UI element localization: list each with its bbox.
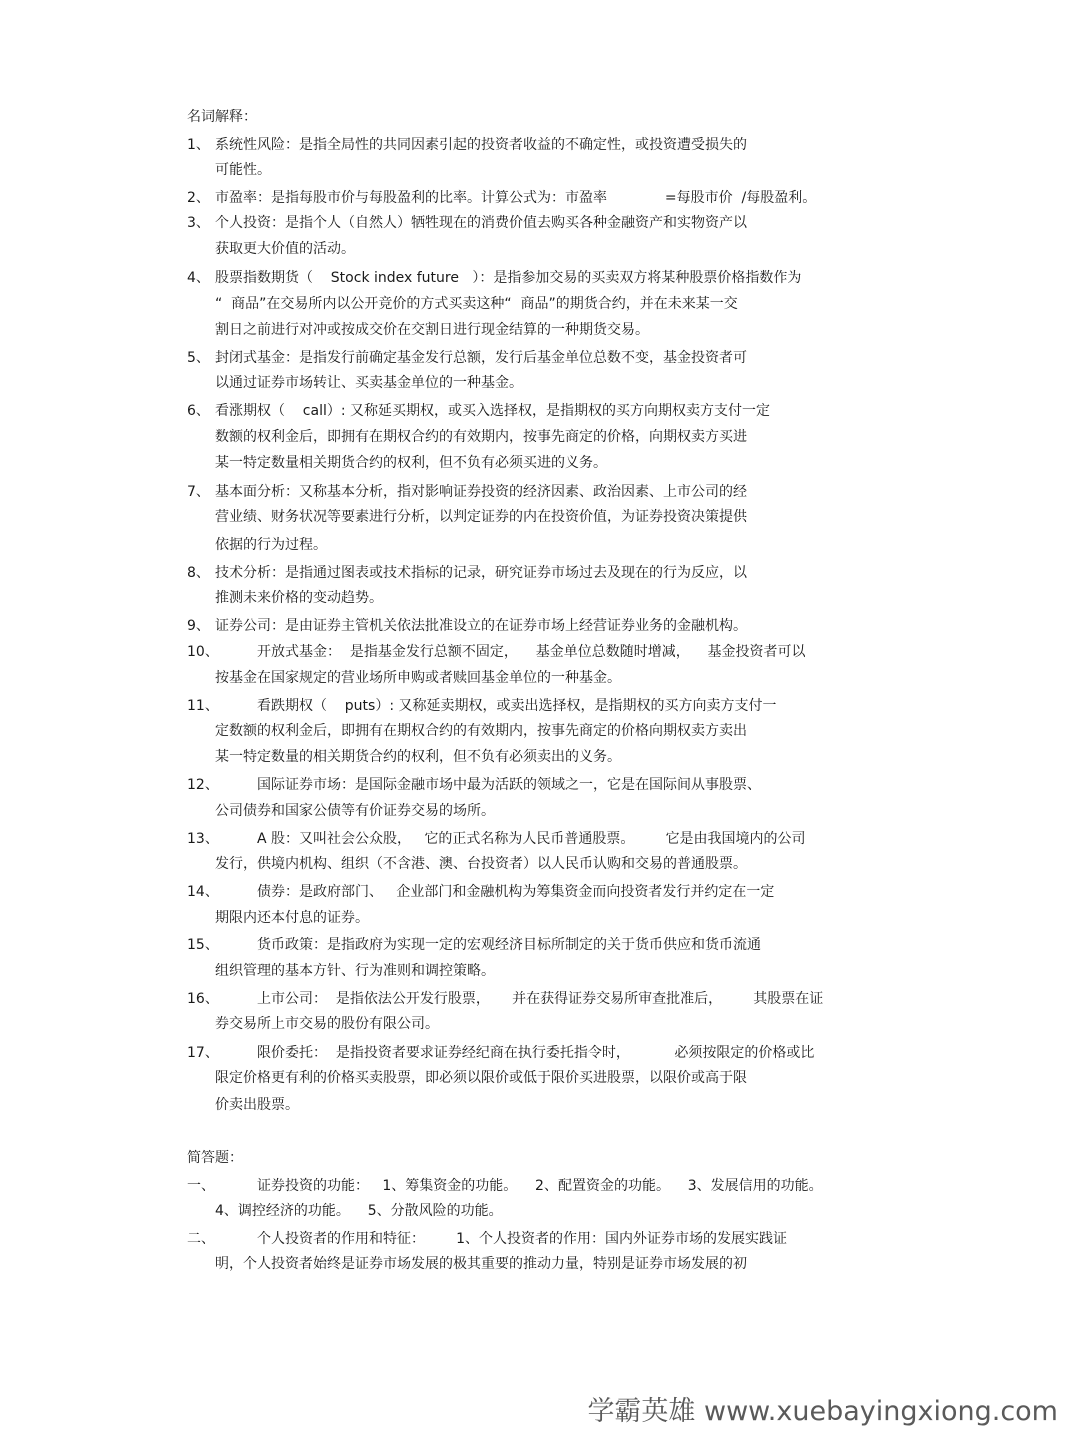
term-number: 16、 [187, 991, 219, 1007]
term-number: 9、 [187, 618, 210, 634]
answer-line: 证券投资的功能： 1、筹集资金的功能。 2、配置资金的功能。 3、发展信用的功能。 [257, 1178, 823, 1194]
term-line: 基本面分析：又称基本分析，指对影响证券投资的经济因素、政治因素、上市公司的经 [215, 484, 747, 500]
term-line: 开放式基金： 是指基金发行总额不固定， 基金单位总数随时增减， 基金投资者可以 [257, 644, 806, 660]
term-number: 2、 [187, 190, 210, 206]
term-line: 货币政策：是指政府为实现一定的宏观经济目标所制定的关于货币供应和货币流通 [257, 937, 761, 953]
answer-number: 二、 [187, 1231, 215, 1247]
term-number: 17、 [187, 1045, 219, 1061]
term-line: 封闭式基金：是指发行前确定基金发行总额，发行后基金单位总数不变，基金投资者可 [215, 350, 747, 366]
term-line: 上市公司： 是指依法公开发行股票， 并在获得证券交易所审查批准后， 其股票在证 [257, 991, 824, 1007]
term-line: 数额的权利金后，即拥有在期权合约的有效期内，按事先商定的价格，向期权卖方买进 [215, 429, 747, 445]
term-line: 获取更大价值的活动。 [215, 241, 355, 257]
term-number: 10、 [187, 644, 219, 660]
term-number: 3、 [187, 215, 210, 231]
site-watermark: 学霸英雄 www.xuebayingxiong.com [587, 1396, 1058, 1427]
term-line: 限定价格更有利的价格买卖股票，即必须以限价或低于限价买进股票，以限价或高于限 [215, 1070, 747, 1086]
term-line: 限价委托： 是指投资者要求证券经纪商在执行委托指令时， 必须按限定的价格或比 [257, 1045, 815, 1061]
term-line: 债券：是政府部门、 企业部门和金融机构为筹集资金而向投资者发行并约定在一定 [257, 884, 775, 900]
term-line: 个人投资：是指个人（自然人）牺牲现在的消费价值去购买各种金融资产和实物资产以 [215, 215, 747, 231]
term-line: 发行，供境内机构、组织（不含港、澳、台投资者）以人民币认购和交易的普通股票。 [215, 856, 747, 872]
term-number: 13、 [187, 831, 219, 847]
term-line: 依据的行为过程。 [215, 537, 327, 553]
term-line: 以通过证券市场转让、买卖基金单位的一种基金。 [215, 375, 523, 391]
term-line: A 股：又叫社会公众股， 它的正式名称为人民币普通股票。 它是由我国境内的公司 [257, 831, 806, 847]
term-line: 营业绩、财务状况等要素进行分析，以判定证券的内在投资价值，为证券投资决策提供 [215, 509, 747, 525]
term-line: 公司债券和国家公债等有价证券交易的场所。 [215, 803, 495, 819]
term-line: 看跌期权（ puts）: 又称延卖期权，或卖出选择权，是指期权的买方向卖方支付一 [257, 698, 777, 714]
term-line: “ 商品”在交易所内以公开竞价的方式买卖这种“ 商品”的期货合约，并在未来某一交 [215, 296, 738, 312]
term-line: 可能性。 [215, 162, 271, 178]
term-line: 国际证券市场：是国际金融市场中最为活跃的领域之一，它是在国际间从事股票、 [257, 777, 761, 793]
term-number: 1、 [187, 137, 210, 153]
term-number: 12、 [187, 777, 219, 793]
short-answer-heading: 简答题： [187, 1150, 243, 1166]
answer-line: 明，个人投资者始终是证券市场发展的极其重要的推动力量，特别是证券市场发展的初 [215, 1256, 747, 1272]
term-number: 5、 [187, 350, 210, 366]
term-number: 8、 [187, 565, 210, 581]
term-line: 系统性风险：是指全局性的共同因素引起的投资者收益的不确定性，或投资遭受损失的 [215, 137, 747, 153]
answer-line: 个人投资者的作用和特征： 1、个人投资者的作用：国内外证券市场的发展实践证 [257, 1231, 788, 1247]
answer-line: 4、调控经济的功能。 5、分散风险的功能。 [215, 1203, 503, 1219]
term-line: 看涨期权（ call）: 又称延买期权，或买入选择权，是指期权的买方向期权卖方支付一定 [215, 403, 771, 419]
term-number: 14、 [187, 884, 219, 900]
term-line: 定数额的权利金后，即拥有在期权合约的有效期内，按事先商定的价格向期权卖方卖出 [215, 723, 747, 739]
term-line: 券交易所上市交易的股份有限公司。 [215, 1016, 439, 1032]
answer-number: 一、 [187, 1178, 215, 1194]
terms-heading: 名词解释： [187, 109, 257, 125]
term-number: 11、 [187, 698, 219, 714]
term-line: 技术分析：是指通过图表或技术指标的记录，研究证券市场过去及现在的行为反应，以 [215, 565, 747, 581]
term-line: 股票指数期货（ Stock index future ）：是指参加交易的买卖双方将某种股票价格指数作为 [215, 270, 802, 286]
term-number: 4、 [187, 270, 210, 286]
term-line: 某一特定数量相关期货合约的权利，但不负有必须买进的义务。 [215, 455, 607, 471]
term-number: 6、 [187, 403, 210, 419]
term-line: 推测未来价格的变动趋势。 [215, 590, 383, 606]
term-line: 证券公司：是由证券主管机关依法批准设立的在证券市场上经营证券业务的金融机构。 [215, 618, 747, 634]
term-line: 割日之前进行对冲或按成交价在交割日进行现金结算的一种期货交易。 [215, 322, 649, 338]
term-line: 某一特定数量的相关期货合约的权利，但不负有必须卖出的义务。 [215, 749, 621, 765]
term-number: 7、 [187, 484, 210, 500]
term-line: 价卖出股票。 [215, 1097, 299, 1113]
term-line: 期限内还本付息的证券。 [215, 910, 369, 926]
term-number: 15、 [187, 937, 219, 953]
term-line: 组织管理的基本方针、行为准则和调控策略。 [215, 963, 495, 979]
term-line: 按基金在国家规定的营业场所申购或者赎回基金单位的一种基金。 [215, 670, 621, 686]
term-line: 市盈率：是指每股市价与每股盈利的比率。计算公式为：市盈率 =每股市价 /每股盈利。 [215, 190, 817, 206]
